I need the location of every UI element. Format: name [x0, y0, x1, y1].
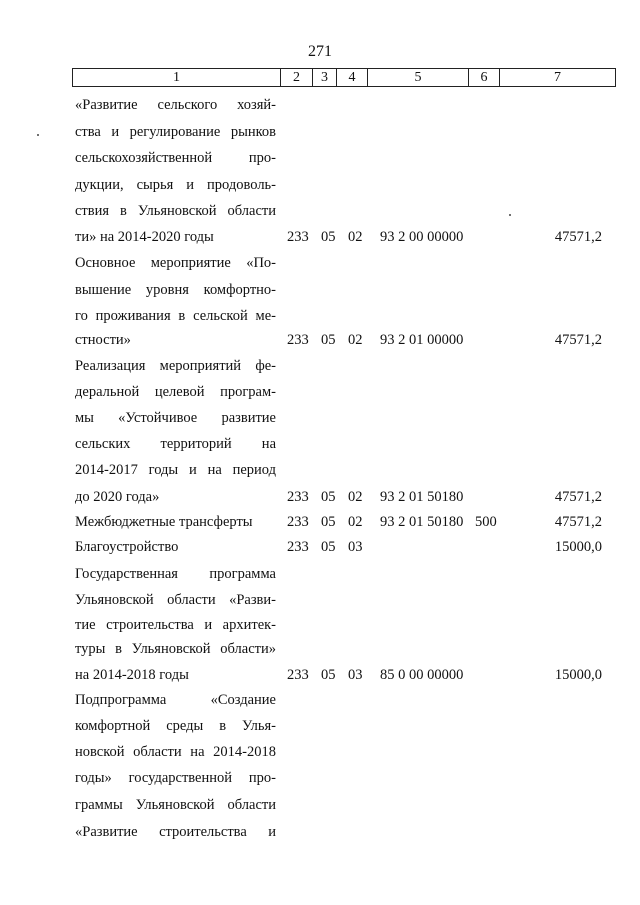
admin-code-cell: 233 — [287, 539, 309, 555]
table-row-line — [0, 718, 640, 742]
scan-speck — [37, 134, 39, 136]
table-row-line — [0, 124, 640, 148]
admin-code-cell: 233 — [287, 489, 309, 505]
column-header-2: 2 — [281, 69, 313, 87]
admin-code-cell: 233 — [287, 514, 309, 530]
description-cell: сельских территорий на — [75, 436, 276, 452]
section-cell: 05 — [321, 667, 336, 683]
description-cell: туры в Ульяновской области» — [75, 641, 276, 657]
description-cell: стности» — [75, 332, 131, 348]
table-row-line — [0, 332, 640, 356]
description-cell: деральной целевой програм- — [75, 384, 276, 400]
table-row-line — [0, 436, 640, 460]
description-cell: Реализация мероприятий фе- — [75, 358, 276, 374]
table-row-line — [0, 770, 640, 794]
table-row-line — [0, 797, 640, 821]
amount-cell: 47571,2 — [554, 489, 602, 505]
table-row-line — [0, 177, 640, 201]
description-cell: годы» государственной про- — [75, 770, 276, 786]
table-row-line — [0, 744, 640, 768]
target-article-cell: 85 0 00 00000 — [380, 667, 464, 683]
description-cell: Подпрограмма «Создание — [75, 692, 276, 708]
description-cell: ствия в Ульяновской области — [75, 203, 276, 219]
table-row-line — [0, 282, 640, 306]
admin-code-cell: 233 — [287, 229, 309, 245]
column-header-4: 4 — [337, 69, 368, 87]
target-article-cell: 93 2 00 00000 — [380, 229, 464, 245]
table-row-line — [0, 203, 640, 227]
description-cell: «Развитие сельского хозяй- — [75, 97, 276, 113]
description-cell: вышение уровня комфортно- — [75, 282, 276, 298]
description-cell: го проживания в сельской ме- — [75, 308, 276, 324]
page-number: 271 — [308, 43, 332, 60]
section-cell: 05 — [321, 229, 336, 245]
amount-cell: 47571,2 — [554, 229, 602, 245]
section-cell: 05 — [321, 514, 336, 530]
amount-cell: 47571,2 — [554, 332, 602, 348]
table-row-line — [0, 150, 640, 174]
admin-code-cell: 233 — [287, 667, 309, 683]
table-row-line — [0, 97, 640, 121]
table-row-line — [0, 539, 640, 563]
description-cell: Межбюджетные трансферты — [75, 514, 253, 530]
table-row-line — [0, 410, 640, 434]
subsection-cell: 02 — [348, 332, 363, 348]
description-cell: до 2020 года» — [75, 489, 160, 505]
column-header-1: 1 — [73, 69, 281, 87]
description-cell: ства и регулирование рынков — [75, 124, 276, 140]
table-row-line — [0, 384, 640, 408]
table-row-line — [0, 514, 640, 538]
subsection-cell: 03 — [348, 539, 363, 555]
column-header-3: 3 — [313, 69, 337, 87]
amount-cell: 15000,0 — [554, 539, 602, 555]
column-header-6: 6 — [469, 69, 500, 87]
description-cell: дукции, сырья и продоволь- — [75, 177, 276, 193]
description-cell: мы «Устойчивое развитие — [75, 410, 276, 426]
table-row-line — [0, 592, 640, 616]
description-cell: новской области на 2014-2018 — [75, 744, 276, 760]
subsection-cell: 02 — [348, 229, 363, 245]
target-article-cell: 93 2 01 00000 — [380, 332, 464, 348]
table-row-line — [0, 692, 640, 716]
target-article-cell: 93 2 01 50180 — [380, 514, 464, 530]
amount-cell: 47571,2 — [554, 514, 602, 530]
table-row-line — [0, 308, 640, 332]
scan-speck — [509, 214, 511, 216]
description-cell: на 2014-2018 годы — [75, 667, 189, 683]
subsection-cell: 02 — [348, 514, 363, 530]
amount-cell: 15000,0 — [554, 667, 602, 683]
table-row-line — [0, 489, 640, 513]
column-header-7: 7 — [500, 69, 616, 87]
table-row-line — [0, 667, 640, 691]
table-row-line — [0, 617, 640, 641]
description-cell: 2014-2017 годы и на период — [75, 462, 276, 478]
table-row-line — [0, 566, 640, 590]
table-row-line — [0, 462, 640, 486]
target-article-cell: 93 2 01 50180 — [380, 489, 464, 505]
section-cell: 05 — [321, 332, 336, 348]
column-header-row — [72, 68, 616, 87]
expense-type-cell: 500 — [475, 514, 497, 530]
description-cell: Основное мероприятие «По- — [75, 255, 276, 271]
description-cell: тие строительства и архитек- — [75, 617, 276, 633]
table-row-line — [0, 229, 640, 253]
description-cell: ти» на 2014-2020 годы — [75, 229, 214, 245]
table-row-line — [0, 358, 640, 382]
table-row-line — [0, 824, 640, 848]
description-cell: «Развитие строительства и — [75, 824, 276, 840]
section-cell: 05 — [321, 489, 336, 505]
subsection-cell: 02 — [348, 489, 363, 505]
subsection-cell: 03 — [348, 667, 363, 683]
table-row-line — [0, 255, 640, 279]
table-row-line — [0, 641, 640, 665]
description-cell: Государственная программа — [75, 566, 276, 582]
column-header-5: 5 — [368, 69, 469, 87]
description-cell: сельскохозяйственной про- — [75, 150, 276, 166]
admin-code-cell: 233 — [287, 332, 309, 348]
description-cell: Благоустройство — [75, 539, 179, 555]
section-cell: 05 — [321, 539, 336, 555]
description-cell: граммы Ульяновской области — [75, 797, 276, 813]
description-cell: комфортной среды в Улья- — [75, 718, 276, 734]
description-cell: Ульяновской области «Разви- — [75, 592, 276, 608]
